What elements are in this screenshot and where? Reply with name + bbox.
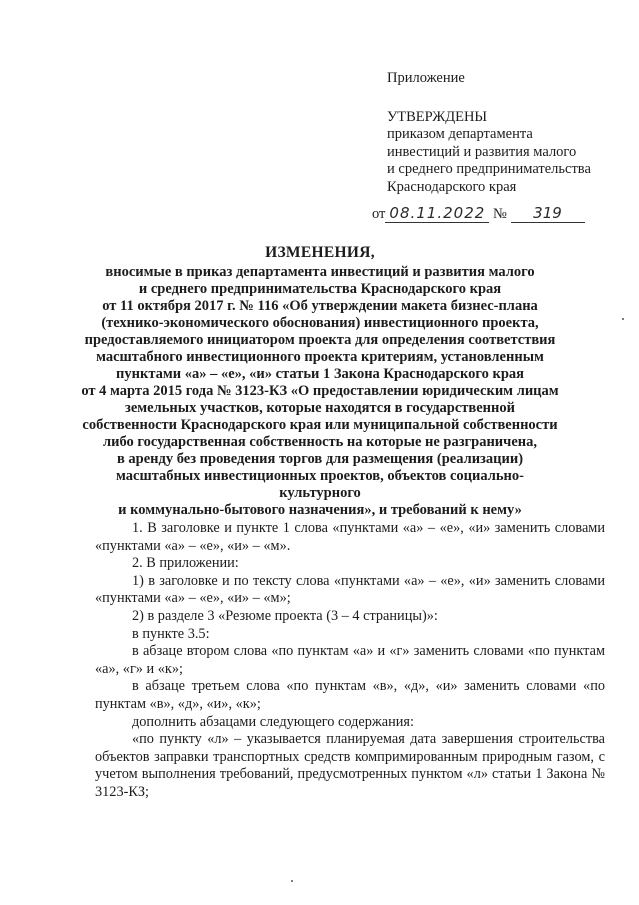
scan-speck — [291, 880, 293, 882]
number-prefix: № — [493, 206, 507, 222]
paragraph: в абзаце втором слова «по пунктам «а» и «г» заменить словами «по пунктам «а», «г» и «к»; — [95, 643, 605, 677]
heading-line: и коммунально-бытового назначения», и требований к нему» — [118, 502, 522, 518]
paragraph: дополнить абзацами следующего содержания: — [132, 713, 414, 730]
heading-title: ИЗМЕНЕНИЯ, — [265, 244, 375, 261]
approval-heading: УТВЕРЖДЕНЫ — [387, 108, 488, 125]
approval-line: инвестиций и развития малого — [387, 143, 577, 160]
paragraph: в пункте 3.5: — [132, 625, 210, 642]
date-prefix: от — [372, 206, 386, 222]
scan-speck — [622, 318, 624, 320]
handwritten-number: 319 — [511, 204, 585, 223]
paragraph: «по пункту «л» – указывается планируемая дата завершения строительства объектов заправки транспортных средств компримированным природным газом, с учетом выполнения требований, предусмотренных пунктом «л» статьи 1 Закона № 3123-КЗ; — [95, 731, 605, 800]
heading-line: (технико-экономического обоснования) инвестиционного проекта, — [101, 315, 539, 331]
heading-line: масштабных инвестиционных проектов, объектов социально-культурного — [115, 468, 524, 501]
document-body — [95, 520, 605, 802]
paragraph: 1. В заголовке и пункте 1 слова «пунктами «а» – «е», «и» заменить словами «пунктами «а» – «е», «и» – «м». — [95, 520, 605, 554]
handwritten-date: 08.11.2022 — [385, 204, 489, 223]
document-heading — [80, 244, 560, 519]
heading-line: и среднего предпринимательства Краснодарского края — [138, 281, 502, 297]
heading-line: предоставляемого инициатором проекта для определения соответствия — [84, 332, 556, 348]
heading-line: масштабного инвестиционного проекта критериям, установленным — [96, 349, 544, 365]
approval-line: приказом департамента — [387, 126, 533, 142]
approval-block — [387, 70, 591, 196]
heading-line: земельных участков, которые находятся в государственной — [125, 400, 515, 416]
heading-line: от 4 марта 2015 года № 3123-КЗ «О предоставлении юридическим лицам — [81, 383, 559, 399]
date-number-line — [372, 204, 585, 223]
paragraph: 2. В приложении: — [132, 555, 239, 572]
approval-line: Краснодарского края — [387, 178, 517, 195]
heading-line: собственности Краснодарского края или муниципальной собственности — [82, 417, 558, 433]
heading-line: в аренду без проведения торгов для размещения (реализации) — [116, 451, 524, 467]
paragraph: в абзаце третьем слова «по пунктам «в», «д», «и» заменить словами «по пунктам «в», «д», «и», «к»; — [95, 678, 605, 712]
paragraph: 1) в заголовке и по тексту слова «пунктами «а» – «е», «и» заменить словами «пунктами «а» – «е», «и» – «м»; — [95, 572, 605, 607]
heading-line: пунктами «а» – «е», «и» статьи 1 Закона Краснодарского края — [116, 366, 524, 382]
appendix-label: Приложение — [387, 70, 465, 86]
heading-line: от 11 октября 2017 г. № 116 «Об утверждении макета бизнес-плана — [102, 298, 538, 314]
heading-line: вносимые в приказ департамента инвестиций и развития малого — [105, 264, 535, 280]
heading-line: либо государственная собственность на которые не разграничена, — [102, 434, 538, 450]
paragraph: 2) в разделе 3 «Резюме проекта (3 – 4 страницы)»: — [132, 607, 438, 624]
approval-line: и среднего предпринимательства — [387, 161, 591, 177]
